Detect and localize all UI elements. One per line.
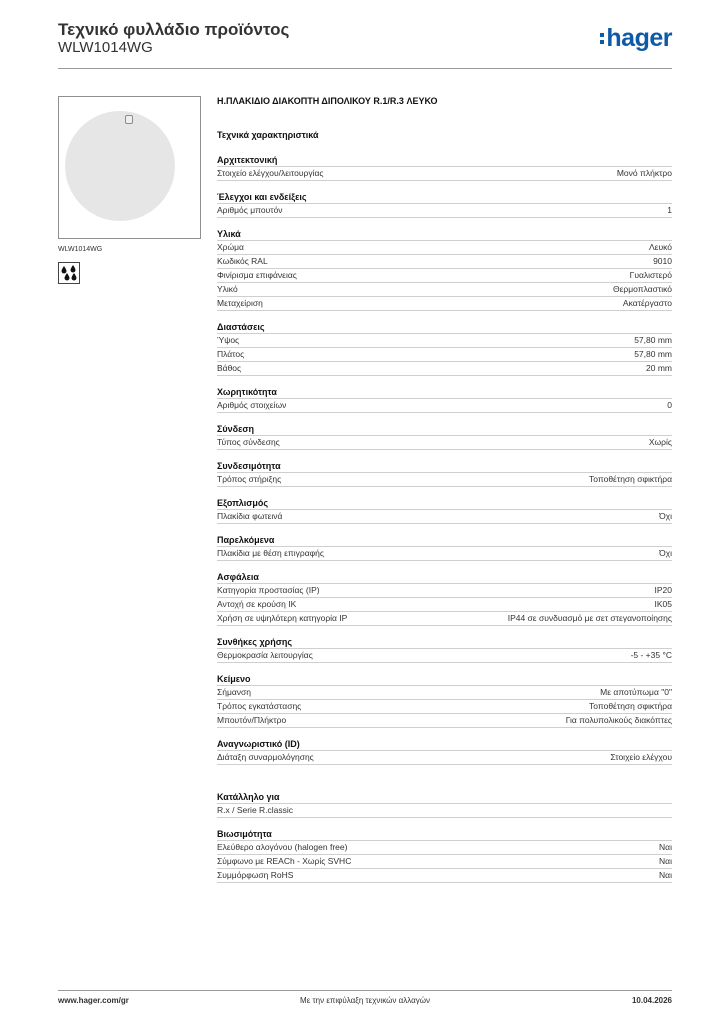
spec-section-title: Συνθήκες χρήσης [217, 636, 672, 649]
spec-section [217, 423, 672, 450]
spec-value: Με αποτύπωμα "0" [600, 687, 672, 697]
specifications-column [217, 96, 672, 883]
logo-dots-icon [600, 33, 604, 44]
spec-value: 57,80 mm [634, 349, 672, 359]
spec-value: IP44 σε συνδυασμό με σετ στεγανοποίησης [507, 613, 672, 623]
spec-row [217, 510, 672, 524]
document-title: Τεχνικό φυλλάδιο προϊόντος [58, 20, 290, 39]
spec-section [217, 828, 672, 883]
spec-section [217, 386, 672, 413]
spec-value: Χωρίς [648, 437, 672, 447]
spec-row [217, 436, 672, 450]
technical-features-heading: Τεχνικά χαρακτηριστικά [217, 130, 319, 140]
spec-row [217, 714, 672, 728]
spec-label: Ύψος [217, 335, 240, 345]
spec-value: Ναι [659, 856, 672, 866]
spec-row [217, 869, 672, 883]
page-header [58, 20, 672, 70]
spec-value: 1 [667, 205, 672, 215]
spec-section-title: Ασφάλεια [217, 571, 672, 584]
spec-label: Σήμανση [217, 687, 252, 697]
spec-section [217, 497, 672, 524]
spec-label: Συμμόρφωση RoHS [217, 870, 294, 880]
spec-value: 0 [667, 400, 672, 410]
spec-label: Μπουτόν/Πλήκτρο [217, 715, 287, 725]
spec-row [217, 204, 672, 218]
spec-row [217, 598, 672, 612]
spec-section [217, 636, 672, 663]
spec-row [217, 283, 672, 297]
spec-value: Στοιχείο ελέγχου [610, 752, 672, 762]
spec-value: Λευκό [649, 242, 672, 252]
spec-label: Ελεύθερο αλογόνου (halogen free) [217, 842, 348, 852]
spec-value: 20 mm [646, 363, 672, 373]
header-divider [58, 68, 672, 69]
spec-value: Ναι [659, 842, 672, 852]
spec-value: IP20 [654, 585, 672, 595]
spec-row [217, 255, 672, 269]
product-image [58, 96, 201, 239]
spec-row [217, 804, 672, 818]
spec-section [217, 321, 672, 376]
spec-label: Τρόπος εγκατάστασης [217, 701, 302, 711]
spec-value: Ακατέργαστο [622, 298, 672, 308]
switch-plate-indicator [125, 115, 133, 124]
product-image-caption: WLW1014WG [58, 246, 103, 253]
footer-divider [58, 990, 672, 991]
spec-row [217, 547, 672, 561]
footer-website: www.hager.com/gr [58, 996, 129, 1005]
spec-label: Βάθος [217, 363, 242, 373]
spec-section-title: Κατάλληλο για [217, 791, 672, 804]
spec-row [217, 841, 672, 855]
spec-value: Τοποθέτηση σφικτήρα [588, 701, 672, 711]
spec-value: Θερμοπλαστικό [612, 284, 672, 294]
spec-value: Τοποθέτηση σφικτήρα [588, 474, 672, 484]
spec-row [217, 473, 672, 487]
spec-value: Όχι [659, 548, 672, 558]
spec-section [217, 154, 672, 181]
spec-row [217, 362, 672, 376]
product-image-column [58, 96, 201, 284]
spec-row [217, 167, 672, 181]
spec-label: Στοιχείο ελέγχου/λειτουργίας [217, 168, 324, 178]
spec-section-title: Αρχιτεκτονική [217, 154, 672, 167]
footer-disclaimer: Με την επιφύλαξη τεχνικών αλλαγών [300, 996, 430, 1005]
spec-section [217, 228, 672, 311]
spec-section-title: Έλεγχοι και ενδείξεις [217, 191, 672, 204]
spec-row [217, 241, 672, 255]
spec-row [217, 348, 672, 362]
spec-value: 9010 [653, 256, 672, 266]
spec-row [217, 399, 672, 413]
spec-row [217, 334, 672, 348]
spec-section-title: Υλικά [217, 228, 672, 241]
spec-label: Τύπος σύνδεσης [217, 437, 280, 447]
spec-value: -5 - +35 °C [630, 650, 672, 660]
spec-label: Χρήση σε υψηλότερη κατηγορία IP [217, 613, 348, 623]
spec-value: Μονό πλήκτρο [616, 168, 672, 178]
spec-row [217, 649, 672, 663]
spec-label: Αριθμός στοιχείων [217, 400, 287, 410]
spec-section-title: Σύνδεση [217, 423, 672, 436]
spec-value: Για πολυπολικούς διακόπτες [565, 715, 672, 725]
spec-label: Χρώμα [217, 242, 244, 252]
document-product-code: WLW1014WG [58, 39, 153, 56]
spec-label: Κωδικός RAL [217, 256, 268, 266]
spec-value: 57,80 mm [634, 335, 672, 345]
logo-wordmark: hager [606, 24, 672, 52]
spec-row [217, 584, 672, 598]
spec-section [217, 191, 672, 218]
spec-row [217, 686, 672, 700]
spec-section [217, 738, 672, 765]
spec-label: Κατηγορία προστασίας (IP) [217, 585, 320, 595]
spec-label: Διάταξη συναρμολόγησης [217, 752, 314, 762]
spec-section [217, 460, 672, 487]
spec-section-title: Χωρητικότητα [217, 386, 672, 399]
product-name: Η.ΠΛΑΚΙΔΙΟ ΔΙΑΚΟΠΤΗ ΔΙΠΟΛΙΚΟΥ R.1/R.3 ΛΕΥΚΟ [217, 96, 438, 106]
spec-section [217, 791, 672, 818]
spec-section [217, 673, 672, 728]
spec-row [217, 612, 672, 626]
spec-label: Τρόπος στήριξης [217, 474, 282, 484]
spec-section-title: Συνδεσιμότητα [217, 460, 672, 473]
spec-label: Υλικό [217, 284, 238, 294]
footer-date: 10.04.2026 [631, 996, 672, 1005]
spec-label: R.x / Serie R.classic [217, 805, 294, 815]
spec-row [217, 855, 672, 869]
spec-label: Φινίρισμα επιφάνειας [217, 270, 297, 280]
switch-plate-disc [65, 111, 175, 221]
spec-section-title: Εξοπλισμός [217, 497, 672, 510]
spec-row [217, 297, 672, 311]
hager-logo [600, 26, 672, 51]
spec-label: Πλακίδια φωτεινά [217, 511, 283, 521]
spec-section-title: Παρελκόμενα [217, 534, 672, 547]
spec-label: Σύμφωνο με REACh - Χωρίς SVHC [217, 856, 352, 866]
spec-sections [217, 154, 672, 883]
spec-row [217, 751, 672, 765]
spec-row [217, 700, 672, 714]
spec-section-title: Κείμενο [217, 673, 672, 686]
spec-section [217, 534, 672, 561]
spec-label: Θερμοκρασία λειτουργίας [217, 650, 313, 660]
spec-row [217, 269, 672, 283]
spec-label: Μεταχείριση [217, 298, 263, 308]
spec-value: Γυαλιστερό [629, 270, 672, 280]
spec-section-title: Αναγνωριστικό (ID) [217, 738, 672, 751]
spec-value: Ναι [659, 870, 672, 880]
water-drops-icon [58, 262, 80, 284]
spec-label: Αριθμός μπουτόν [217, 205, 283, 215]
spec-value: Όχι [659, 511, 672, 521]
spec-section [217, 571, 672, 626]
spec-label: Πλακίδια με θέση επιγραφής [217, 548, 324, 558]
spec-label: Πλάτος [217, 349, 245, 359]
spec-label: Αντοχή σε κρούση IK [217, 599, 297, 609]
spec-section-title: Βιωσιμότητα [217, 828, 672, 841]
spec-value: IK05 [654, 599, 672, 609]
spec-section-title: Διαστάσεις [217, 321, 672, 334]
